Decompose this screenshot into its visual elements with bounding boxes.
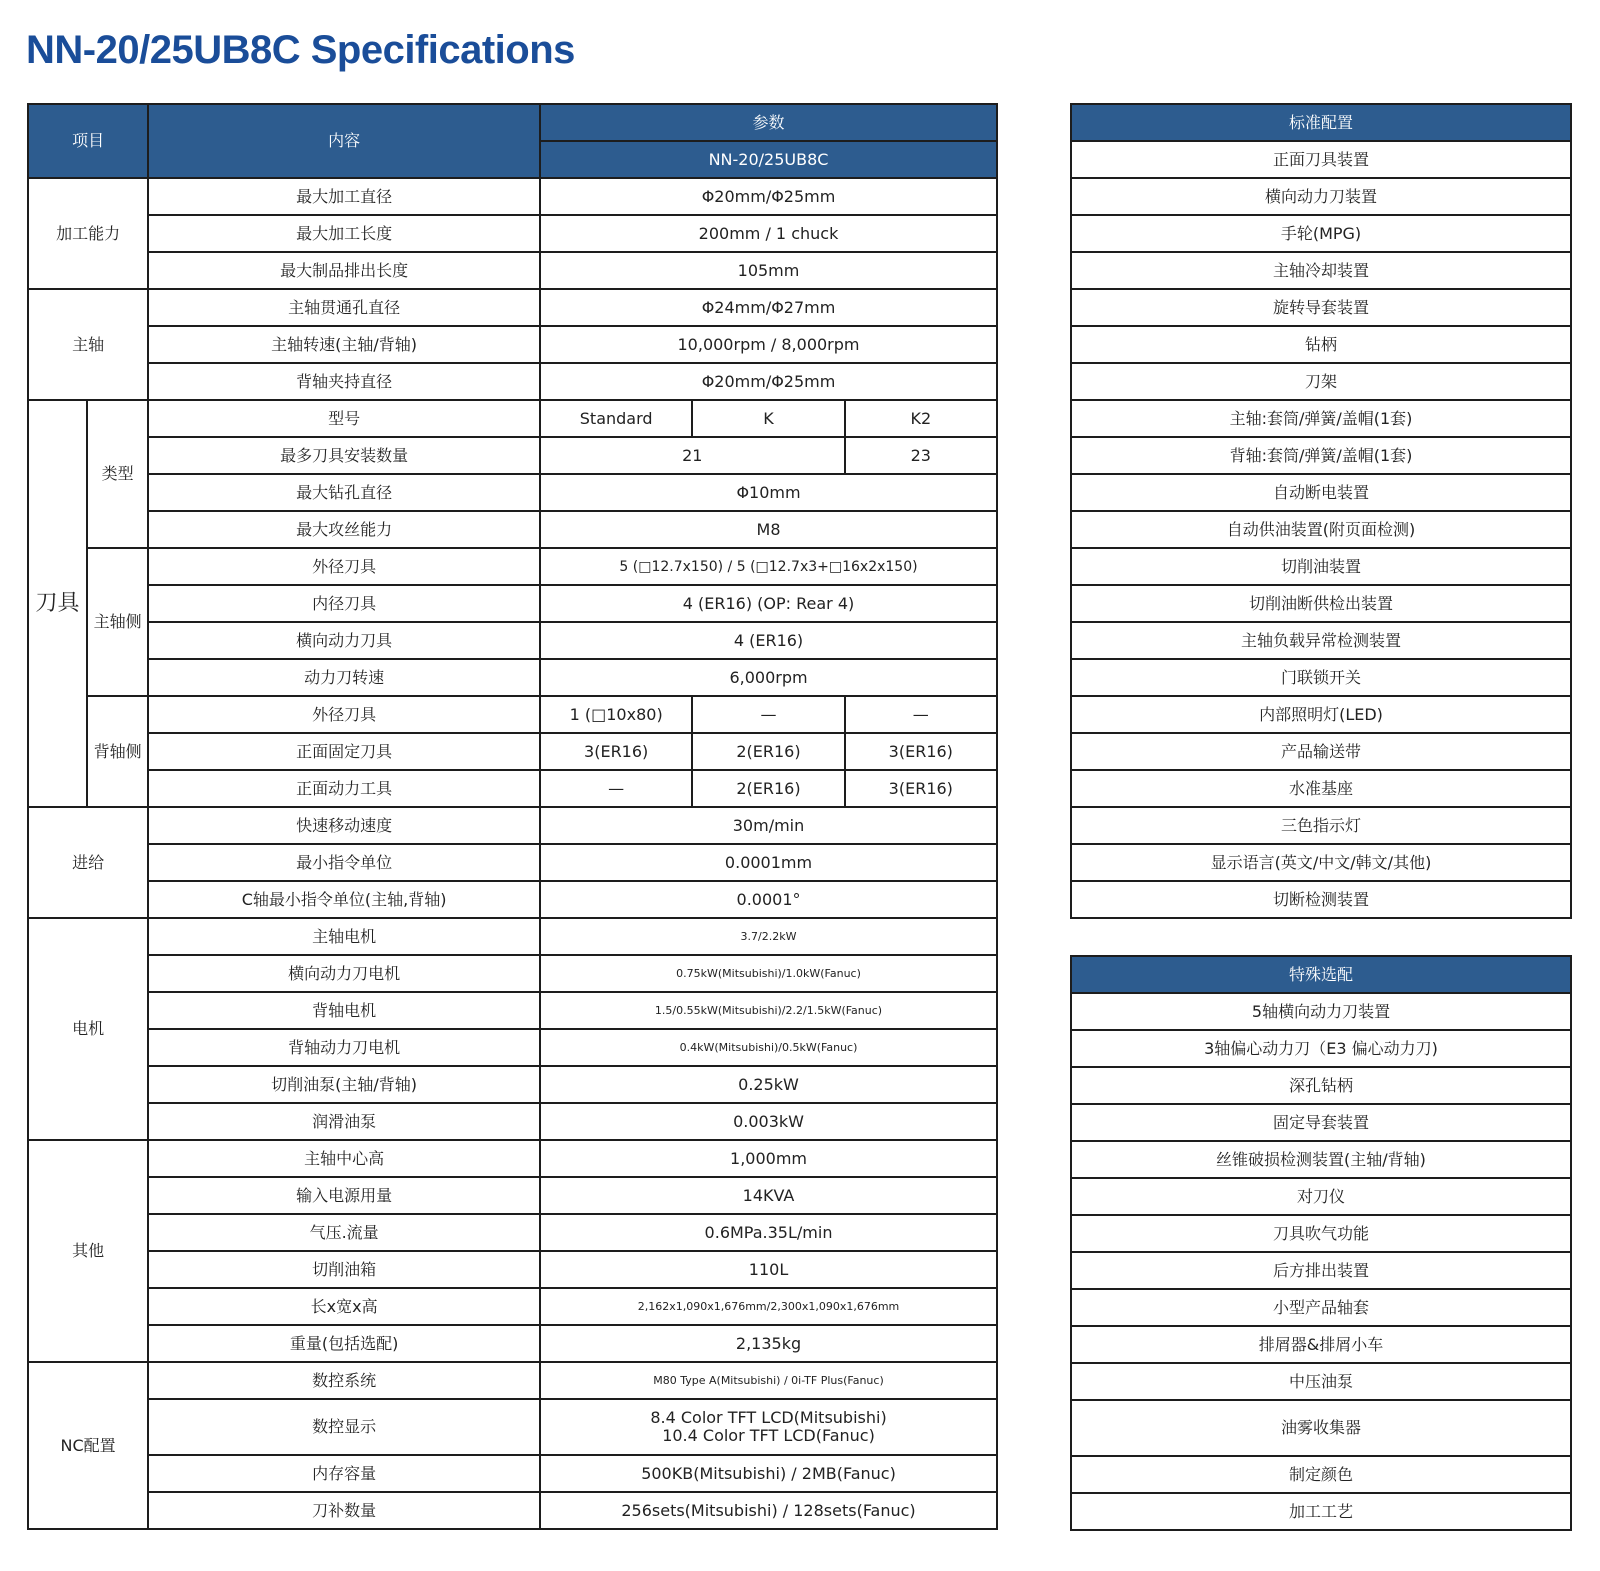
config-item: 小型产品轴套 bbox=[1071, 1289, 1571, 1326]
row-label: 型号 bbox=[148, 400, 540, 437]
row-value: 5 (□12.7x150) / 5 (□12.7x3+□16x2x150) bbox=[540, 548, 997, 585]
config-item: 切削油断供检出装置 bbox=[1071, 585, 1571, 622]
config-item: 主轴:套筒/弹簧/盖帽(1套) bbox=[1071, 400, 1571, 437]
row-label: 气压.流量 bbox=[148, 1214, 540, 1251]
row-label: 数控显示 bbox=[148, 1399, 540, 1455]
group-feed: 进给 bbox=[28, 807, 148, 918]
config-item: 深孔钻柄 bbox=[1071, 1067, 1571, 1104]
config-item: 手轮(MPG) bbox=[1071, 215, 1571, 252]
row-label: 润滑油泵 bbox=[148, 1103, 540, 1140]
row-label: 横向动力刀具 bbox=[148, 622, 540, 659]
config-item: 正面刀具装置 bbox=[1071, 141, 1571, 178]
row-value: 0.6MPa.35L/min bbox=[540, 1214, 997, 1251]
config-item: 钻柄 bbox=[1071, 326, 1571, 363]
header-model: NN-20/25UB8C bbox=[540, 141, 997, 178]
cell-k2: 23 bbox=[845, 437, 997, 474]
row-value: 14KVA bbox=[540, 1177, 997, 1214]
subgroup-type: 类型 bbox=[87, 400, 148, 548]
row-label: 背轴动力刀电机 bbox=[148, 1029, 540, 1066]
row-label: C轴最小指令单位(主轴,背轴) bbox=[148, 881, 540, 918]
row-value: 0.0001mm bbox=[540, 844, 997, 881]
standard-config-table bbox=[1070, 103, 1572, 919]
cell-standard-k: 21 bbox=[540, 437, 845, 474]
row-label: 背轴夹持直径 bbox=[148, 363, 540, 400]
row-value: 110L bbox=[540, 1251, 997, 1288]
row-label: 最小指令单位 bbox=[148, 844, 540, 881]
optional-config-table bbox=[1070, 955, 1572, 1531]
display-line-1: 8.4 Color TFT LCD(Mitsubishi) bbox=[650, 1408, 887, 1427]
group-other: 其他 bbox=[28, 1140, 148, 1362]
config-item: 丝锥破损检测装置(主轴/背轴) bbox=[1071, 1141, 1571, 1178]
optional-config-header: 特殊选配 bbox=[1071, 956, 1571, 993]
row-label: 正面固定刀具 bbox=[148, 733, 540, 770]
row-label: 内径刀具 bbox=[148, 585, 540, 622]
config-item: 刀具吹气功能 bbox=[1071, 1215, 1571, 1252]
config-item: 固定导套装置 bbox=[1071, 1104, 1571, 1141]
config-item: 油雾收集器 bbox=[1071, 1400, 1571, 1456]
cell-k: — bbox=[692, 696, 844, 733]
row-label: 正面动力工具 bbox=[148, 770, 540, 807]
row-value: 256sets(Mitsubishi) / 128sets(Fanuc) bbox=[540, 1492, 997, 1529]
group-nc: NC配置 bbox=[28, 1362, 148, 1529]
config-item: 三色指示灯 bbox=[1071, 807, 1571, 844]
config-item: 5轴横向动力刀装置 bbox=[1071, 993, 1571, 1030]
row-value: 0.4kW(Mitsubishi)/0.5kW(Fanuc) bbox=[540, 1029, 997, 1066]
row-value: Φ24mm/Φ27mm bbox=[540, 289, 997, 326]
cell-standard: Standard bbox=[540, 400, 692, 437]
row-value: Φ10mm bbox=[540, 474, 997, 511]
header-item: 项目 bbox=[28, 104, 148, 178]
row-value: 500KB(Mitsubishi) / 2MB(Fanuc) bbox=[540, 1455, 997, 1492]
config-item: 产品输送带 bbox=[1071, 733, 1571, 770]
row-value: M80 Type A(Mitsubishi) / 0i-TF Plus(Fanuc) bbox=[540, 1362, 997, 1399]
cell-standard: — bbox=[540, 770, 692, 807]
cell-k2: K2 bbox=[845, 400, 997, 437]
config-item: 背轴:套筒/弹簧/盖帽(1套) bbox=[1071, 437, 1571, 474]
row-value: 1,000mm bbox=[540, 1140, 997, 1177]
row-label: 快速移动速度 bbox=[148, 807, 540, 844]
group-machining: 加工能力 bbox=[28, 178, 148, 289]
header-content: 内容 bbox=[148, 104, 540, 178]
config-item: 刀架 bbox=[1071, 363, 1571, 400]
row-value: M8 bbox=[540, 511, 997, 548]
row-label: 内存容量 bbox=[148, 1455, 540, 1492]
config-item: 加工工艺 bbox=[1071, 1493, 1571, 1530]
config-item: 门联锁开关 bbox=[1071, 659, 1571, 696]
config-item: 切削油装置 bbox=[1071, 548, 1571, 585]
row-label: 主轴电机 bbox=[148, 918, 540, 955]
row-label: 最多刀具安装数量 bbox=[148, 437, 540, 474]
row-value: 10,000rpm / 8,000rpm bbox=[540, 326, 997, 363]
cell-k2: 3(ER16) bbox=[845, 770, 997, 807]
row-label: 长x宽x高 bbox=[148, 1288, 540, 1325]
row-label: 最大钻孔直径 bbox=[148, 474, 540, 511]
group-spindle: 主轴 bbox=[28, 289, 148, 400]
row-value: 4 (ER16) bbox=[540, 622, 997, 659]
group-tooling: 刀具 bbox=[28, 400, 87, 807]
config-item: 对刀仪 bbox=[1071, 1178, 1571, 1215]
config-item: 自动供油装置(附页面检测) bbox=[1071, 511, 1571, 548]
row-value: 200mm / 1 chuck bbox=[540, 215, 997, 252]
row-label: 最大加工直径 bbox=[148, 178, 540, 215]
row-label: 动力刀转速 bbox=[148, 659, 540, 696]
config-item: 内部照明灯(LED) bbox=[1071, 696, 1571, 733]
row-label: 数控系统 bbox=[148, 1362, 540, 1399]
row-label: 切削油箱 bbox=[148, 1251, 540, 1288]
cell-k: K bbox=[692, 400, 844, 437]
config-item: 排屑器&排屑小车 bbox=[1071, 1326, 1571, 1363]
row-value: 2,135kg bbox=[540, 1325, 997, 1362]
subgroup-back-side: 背轴侧 bbox=[87, 696, 148, 807]
row-label: 主轴中心高 bbox=[148, 1140, 540, 1177]
row-label: 主轴转速(主轴/背轴) bbox=[148, 326, 540, 363]
row-value: 0.75kW(Mitsubishi)/1.0kW(Fanuc) bbox=[540, 955, 997, 992]
cell-k: 2(ER16) bbox=[692, 733, 844, 770]
row-value: 105mm bbox=[540, 252, 997, 289]
cell-k2: 3(ER16) bbox=[845, 733, 997, 770]
row-value: 1.5/0.55kW(Mitsubishi)/2.2/1.5kW(Fanuc) bbox=[540, 992, 997, 1029]
config-item: 主轴冷却装置 bbox=[1071, 252, 1571, 289]
row-label: 重量(包括选配) bbox=[148, 1325, 540, 1362]
cell-k2: — bbox=[845, 696, 997, 733]
row-value: 3.7/2.2kW bbox=[540, 918, 997, 955]
row-label: 外径刀具 bbox=[148, 548, 540, 585]
config-item: 显示语言(英文/中文/韩文/其他) bbox=[1071, 844, 1571, 881]
config-item: 旋转导套装置 bbox=[1071, 289, 1571, 326]
config-item: 中压油泵 bbox=[1071, 1363, 1571, 1400]
config-item: 横向动力刀装置 bbox=[1071, 178, 1571, 215]
row-value: Φ20mm/Φ25mm bbox=[540, 178, 997, 215]
config-item: 制定颜色 bbox=[1071, 1456, 1571, 1493]
cell-k: 2(ER16) bbox=[692, 770, 844, 807]
subgroup-main-side: 主轴侧 bbox=[87, 548, 148, 696]
cell-standard: 1 (□10x80) bbox=[540, 696, 692, 733]
row-label: 输入电源用量 bbox=[148, 1177, 540, 1214]
row-label: 最大制品排出长度 bbox=[148, 252, 540, 289]
header-params: 参数 bbox=[540, 104, 997, 141]
spec-table bbox=[27, 103, 998, 1530]
cell-standard: 3(ER16) bbox=[540, 733, 692, 770]
config-item: 后方排出装置 bbox=[1071, 1252, 1571, 1289]
row-value: 2,162x1,090x1,676mm/2,300x1,090x1,676mm bbox=[540, 1288, 997, 1325]
page-title: NN-20/25UB8C Specifications bbox=[26, 28, 575, 72]
row-label: 刀补数量 bbox=[148, 1492, 540, 1529]
row-label: 最大攻丝能力 bbox=[148, 511, 540, 548]
row-value: 0.003kW bbox=[540, 1103, 997, 1140]
config-item: 水准基座 bbox=[1071, 770, 1571, 807]
row-label: 横向动力刀电机 bbox=[148, 955, 540, 992]
config-item: 3轴偏心动力刀（E3 偏心动力刀) bbox=[1071, 1030, 1571, 1067]
group-motor: 电机 bbox=[28, 918, 148, 1140]
config-item: 自动断电装置 bbox=[1071, 474, 1571, 511]
row-value: 4 (ER16) (OP: Rear 4) bbox=[540, 585, 997, 622]
row-label: 最大加工长度 bbox=[148, 215, 540, 252]
row-value: Φ20mm/Φ25mm bbox=[540, 363, 997, 400]
row-value: 0.25kW bbox=[540, 1066, 997, 1103]
row-value: 6,000rpm bbox=[540, 659, 997, 696]
config-item: 切断检测装置 bbox=[1071, 881, 1571, 918]
display-line-2: 10.4 Color TFT LCD(Fanuc) bbox=[662, 1426, 875, 1445]
row-value: 30m/min bbox=[540, 807, 997, 844]
row-label: 外径刀具 bbox=[148, 696, 540, 733]
row-value-multiline bbox=[540, 1399, 997, 1455]
row-label: 背轴电机 bbox=[148, 992, 540, 1029]
standard-config-header: 标准配置 bbox=[1071, 104, 1571, 141]
row-label: 切削油泵(主轴/背轴) bbox=[148, 1066, 540, 1103]
row-value: 0.0001° bbox=[540, 881, 997, 918]
row-label: 主轴贯通孔直径 bbox=[148, 289, 540, 326]
config-item: 主轴负载异常检测装置 bbox=[1071, 622, 1571, 659]
